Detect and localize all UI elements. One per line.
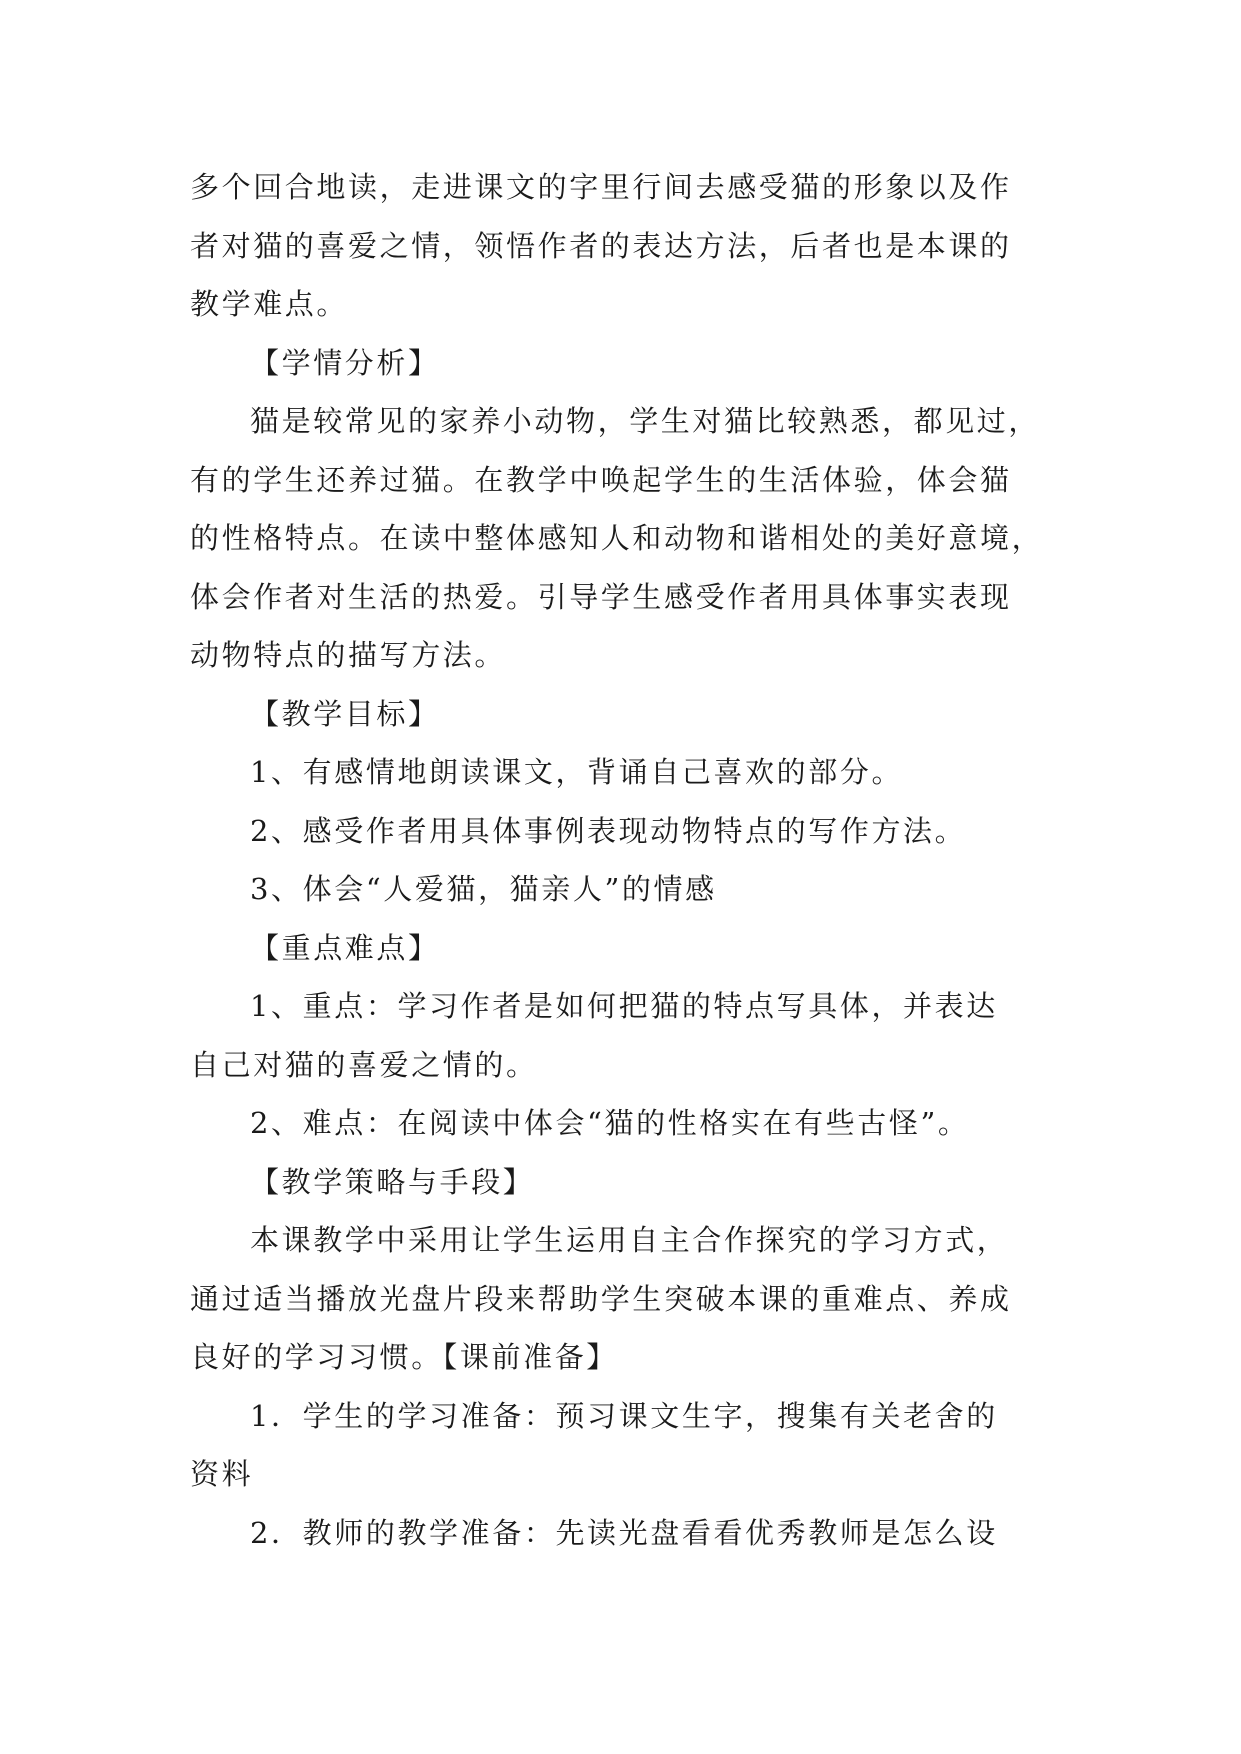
body-text-line: 良好的学习习惯。【课前准备】 [190,1340,618,1374]
body-text-line: 有的学生还养过猫。在教学中唤起学生的生活体验，体会猫 [190,462,1012,497]
body-text-line: 多个回合地读，走进课文的字里行间去感受猫的形象以及作 [190,170,1012,204]
body-text-line: 动物特点的描写方法。 [190,638,507,672]
section-heading-teaching-goals: 【教学目标】 [250,696,440,731]
list-item: 2、难点：在阅读中体会“猫的性格实在有些古怪”。 [250,1106,970,1140]
section-heading-strategy: 【教学策略与手段】 [250,1164,535,1199]
list-item: 1．学生的学习准备：预习课文生字，搜集有关老舍的 [250,1398,998,1433]
section-heading-key-difficulties: 【重点难点】 [250,930,440,965]
list-item: 3、体会“人爱猫，猫亲人”的情感 [250,872,717,906]
body-text-line: 自己对猫的喜爱之情的。 [190,1047,538,1082]
list-item: 2、感受作者用具体事例表现动物特点的写作方法。 [250,813,967,848]
body-text-line: 的性格特点。在读中整体感知人和动物和谐相处的美好意境， [190,521,1044,555]
body-text-line: 资料 [190,1457,254,1491]
list-item: 1、有感情地朗读课文，背诵自己喜欢的部分。 [250,755,904,789]
document-body [190,158,1050,1562]
body-text-line: 猫是较常见的家养小动物，学生对猫比较熟悉，都见过， [250,404,1041,438]
list-item: 2．教师的教学准备：先读光盘看看优秀教师是怎么设 [250,1515,998,1550]
body-text-line: 者对猫的喜爱之情，领悟作者的表达方法，后者也是本课的 [190,228,1012,263]
body-text-line: 体会作者对生活的热爱。引导学生感受作者用具体事实表现 [190,579,1012,614]
body-text-line: 教学难点。 [190,287,349,321]
body-text-line: 本课教学中采用让学生运用自主合作探究的学习方式， [250,1223,1009,1257]
section-heading-learning-analysis: 【学情分析】 [250,345,440,380]
body-text-line: 通过适当播放光盘片段来帮助学生突破本课的重难点、养成 [190,1281,1012,1316]
list-item: 1、重点：学习作者是如何把猫的特点写具体，并表达 [250,989,998,1023]
